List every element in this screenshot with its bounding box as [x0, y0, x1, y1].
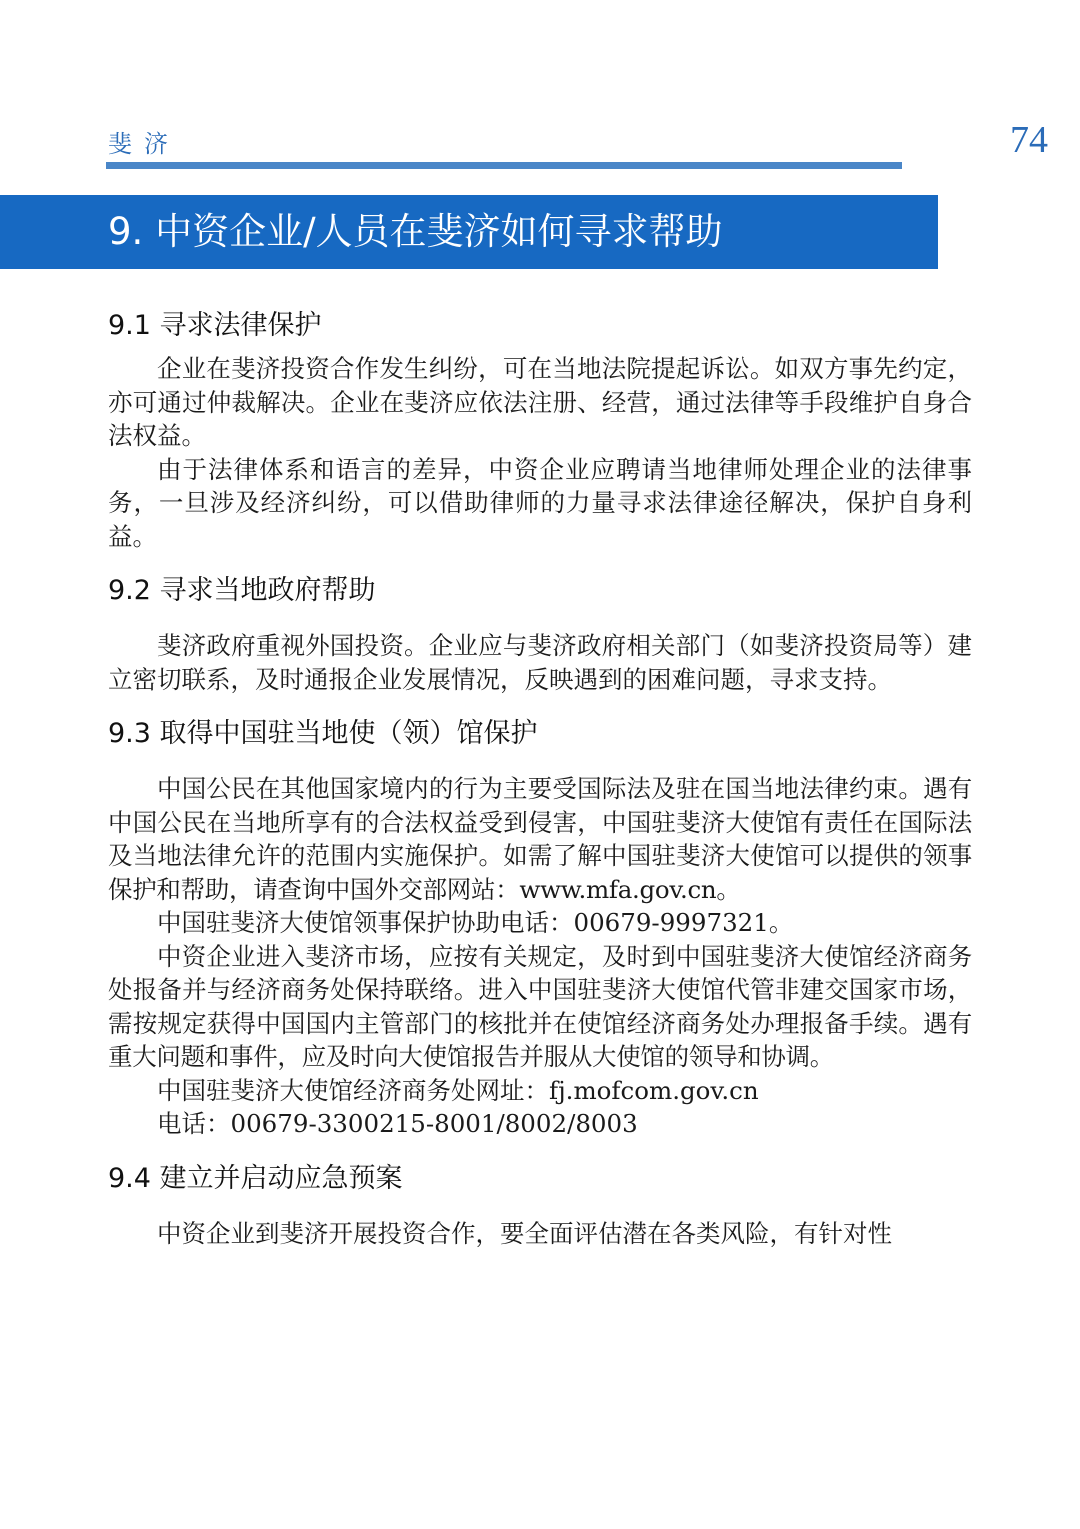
section-government-help [108, 571, 972, 696]
paragraph: 中国驻斐济大使馆领事保护协助电话：00679-9997321。 [157, 908, 794, 937]
section-title: 9.3 取得中国驻当地使（领）馆保护 [108, 718, 538, 749]
paragraph: 中资企业进入斐济市场，应按有关规定，及时到中国驻斐济大使馆经济商务处报备并与经济商务处保持联络。进入中国驻斐济大使馆代管非建交国家市场，需按规定获得中国国内主管部门的核批并在使馆经济商务处办理报备手续。遇有重大问题和事件，应及时向大使馆报告并服从大使馆的领导和协调。 [108, 941, 972, 1071]
section-title: 9.1 寻求法律保护 [108, 310, 322, 341]
page-number: 74 [1010, 119, 1048, 161]
paragraph: 企业在斐济投资合作发生纠纷，可在当地法院提起诉讼。如双方事先约定，亦可通过仲裁解决。企业在斐济应依法注册、经营，通过法律等手段维护自身合法权益。 [108, 354, 972, 450]
chapter-title: 9. 中资企业/人员在斐济如何寻求帮助 [108, 210, 723, 253]
section-embassy-protection [108, 714, 972, 1141]
paragraph: 斐济政府重视外国投资。企业应与斐济政府相关部门（如斐济投资局等）建立密切联系，及时通报企业发展情况，反映遇到的困难问题，寻求支持。 [108, 631, 972, 694]
header-rule [106, 162, 902, 169]
section-title: 9.2 寻求当地政府帮助 [108, 575, 376, 606]
running-head-title: 斐济 [108, 130, 180, 158]
paragraph: 中资企业到斐济开展投资合作，要全面评估潜在各类风险，有针对性 [157, 1218, 892, 1248]
paragraph: 中国驻斐济大使馆经济商务处网址：fj.mofcom.gov.cn [157, 1075, 759, 1105]
paragraph: 中国公民在其他国家境内的行为主要受国际法及驻在国当地法律约束。遇有中国公民在当地所享有的合法权益受到侵害，中国驻斐济大使馆有责任在国际法及当地法律允许的范围内实施保护。如需了解中国驻斐济大使馆可以提供的领事保护和帮助，请查询中国外交部网站：www.mfa.gov.cn。 [108, 774, 972, 904]
paragraph: 电话：00679-3300215-8001/8002/8003 [157, 1109, 638, 1138]
section-emergency-plan [108, 1159, 972, 1251]
paragraph: 由于法律体系和语言的差异，中资企业应聘请当地律师处理企业的法律事务，一旦涉及经济纠纷，可以借助律师的力量寻求法律途径解决，保护自身利益。 [108, 454, 972, 551]
section-title: 9.4 建立并启动应急预案 [108, 1162, 403, 1194]
section-legal-protection [108, 306, 972, 553]
page-body [108, 306, 972, 1268]
